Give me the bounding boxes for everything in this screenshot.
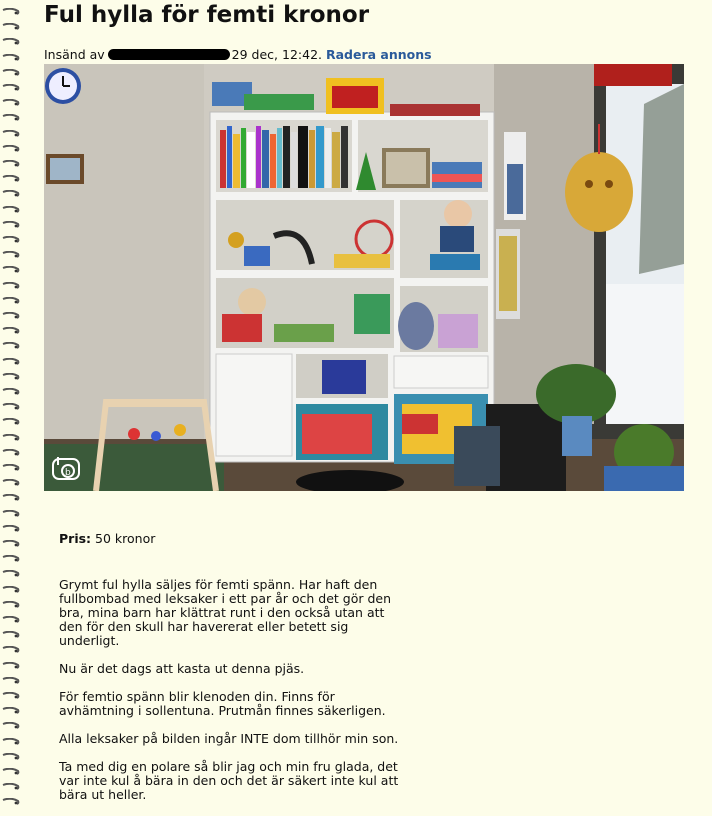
binding-ring-icon: [2, 646, 20, 654]
submitted-time: 29 dec, 12:42.: [231, 47, 322, 62]
binding-ring-icon: [2, 570, 20, 578]
description-paragraph: Ta med dig en polare så blir jag och min fru glada, det var inte kul å bära in den och det är säkert inte kul att bära ut heller.: [59, 759, 399, 802]
binding-ring-icon: [2, 403, 20, 411]
binding-ring-icon: [2, 114, 20, 122]
binding-ring-icon: [2, 297, 20, 305]
binding-ring-icon: [2, 494, 20, 502]
binding-ring-icon: [2, 434, 20, 442]
binding-ring-icon: [2, 130, 20, 138]
binding-ring-icon: [2, 692, 20, 700]
redacted-username: [108, 49, 230, 60]
binding-ring-icon: [2, 738, 20, 746]
binding-ring-icon: [2, 160, 20, 168]
spiral-binding: [0, 0, 22, 810]
binding-ring-icon: [2, 342, 20, 350]
binding-ring-icon: [2, 753, 20, 761]
binding-ring-icon: [2, 798, 20, 806]
binding-ring-icon: [2, 677, 20, 685]
binding-ring-icon: [2, 464, 20, 472]
binding-ring-icon: [2, 418, 20, 426]
binding-ring-icon: [2, 358, 20, 366]
binding-ring-icon: [2, 768, 20, 776]
description-paragraph: Alla leksaker på bilden ingår INTE dom tillhör min son.: [59, 731, 399, 746]
binding-ring-icon: [2, 783, 20, 791]
submitted-by-label: Insänd av: [44, 47, 105, 62]
svg-text:b: b: [65, 468, 71, 478]
binding-ring-icon: [2, 175, 20, 183]
camera-badge-icon[interactable]: [52, 455, 82, 481]
binding-ring-icon: [2, 510, 20, 518]
price-row: [59, 532, 409, 546]
binding-ring-icon: [2, 251, 20, 259]
binding-ring-icon: [2, 327, 20, 335]
ad-page: [44, 0, 704, 810]
delete-ad-link[interactable]: Radera annons: [326, 47, 432, 62]
ad-meta: [44, 47, 432, 62]
binding-ring-icon: [2, 84, 20, 92]
binding-ring-icon: [2, 282, 20, 290]
ad-photo[interactable]: [44, 64, 684, 491]
binding-ring-icon: [2, 266, 20, 274]
binding-ring-icon: [2, 54, 20, 62]
binding-ring-icon: [2, 707, 20, 715]
shelf-photo-illustration: [44, 64, 684, 491]
price-value: 50 kronor: [95, 531, 156, 546]
description-paragraph: För femtio spänn blir klenoden din. Finns för avhämtning i sollentuna. Prutmån finnes säkerligen.: [59, 689, 386, 718]
binding-ring-icon: [2, 373, 20, 381]
binding-ring-icon: [2, 722, 20, 730]
binding-ring-icon: [2, 555, 20, 563]
binding-ring-icon: [2, 479, 20, 487]
ad-content: [59, 532, 409, 816]
binding-ring-icon: [2, 69, 20, 77]
binding-ring-icon: [2, 449, 20, 457]
description-paragraph: Nu är det dags att kasta ut denna pjäs.: [59, 661, 305, 676]
binding-ring-icon: [2, 221, 20, 229]
binding-ring-icon: [2, 23, 20, 31]
binding-ring-icon: [2, 586, 20, 594]
binding-ring-icon: [2, 312, 20, 320]
ad-title: Ful hylla för femti kronor: [44, 2, 370, 28]
binding-ring-icon: [2, 662, 20, 670]
binding-ring-icon: [2, 206, 20, 214]
binding-ring-icon: [2, 525, 20, 533]
binding-ring-icon: [2, 388, 20, 396]
description-paragraph: Grymt ful hylla säljes för femti spänn. Har haft den fullbombad med leksaker i ett par år och det gör den bra, mina barn har klättrat runt i den också utan att den för den skull har havererat eller betett sig underligt.: [59, 577, 392, 648]
binding-ring-icon: [2, 601, 20, 609]
binding-ring-icon: [2, 616, 20, 624]
binding-ring-icon: [2, 190, 20, 198]
binding-ring-icon: [2, 631, 20, 639]
binding-ring-icon: [2, 236, 20, 244]
binding-ring-icon: [2, 145, 20, 153]
binding-ring-icon: [2, 8, 20, 16]
binding-ring-icon: [2, 540, 20, 548]
price-label: Pris:: [59, 531, 92, 546]
binding-ring-icon: [2, 38, 20, 46]
binding-ring-icon: [2, 99, 20, 107]
